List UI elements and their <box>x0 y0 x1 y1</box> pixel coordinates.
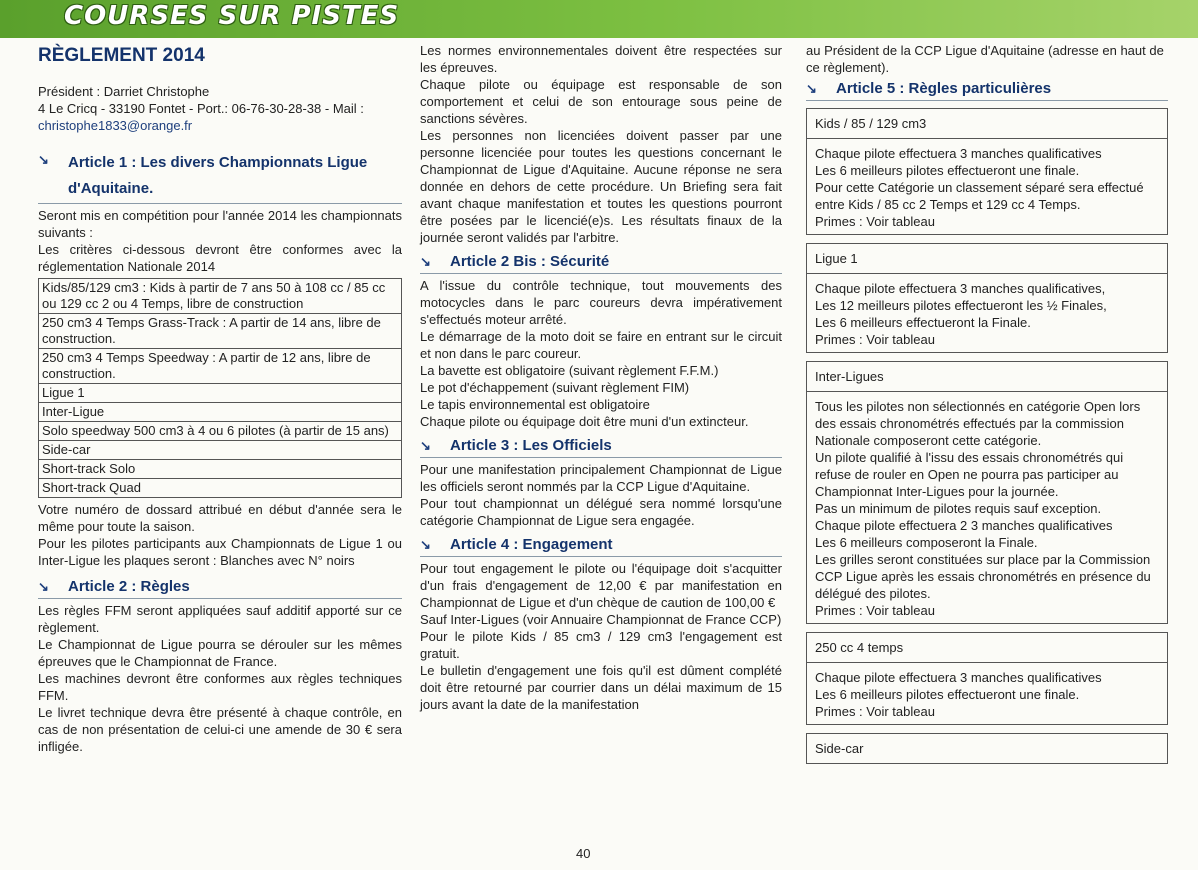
arrow-down-right-icon: ↘ <box>38 152 49 167</box>
article-2-para: Le Championnat de Ligue pourra se dérouler sur les mêmes épreuves que le Championnat de France. <box>38 637 402 669</box>
rules-box-title: Inter-Ligues <box>807 362 1167 392</box>
article-2-para: Le livret technique devra être présenté à chaque contrôle, en cas de non présentation de celui-ci une amende de 30 € sera infligée. <box>38 705 402 754</box>
article-2-para: Chaque pilote ou équipage est responsable de son comportement et celui de son entourage sous peine de sanctions sévères. <box>420 77 782 126</box>
rules-box-title: Kids / 85 / 129 cm3 <box>807 109 1167 139</box>
article-2-para: Les règles FFM seront appliquées sauf additif apporté sur ce règlement. <box>38 603 402 635</box>
table-row: Kids/85/129 cm3 : Kids à partir de 7 ans 50 à 108 cc / 85 cc ou 129 cc 2 ou 4 Temps, libre de construction <box>39 279 402 314</box>
rules-box-line: Les 6 meilleurs pilotes effectueront une finale. <box>815 163 1080 178</box>
rules-box-line: Les 6 meilleurs composeront la Finale. <box>815 535 1038 550</box>
banner-title: COURSES SUR PISTES <box>64 1 400 31</box>
table-row: 250 cm3 4 Temps Grass-Track : A partir de 14 ans, libre de construction. <box>39 314 402 349</box>
article-2bis-para: A l'issue du contrôle technique, tout mouvements des motocycles dans le parc coureurs devra impérativement s'effectués moteur arrêté. <box>420 278 782 327</box>
table-row: Side-car <box>39 441 402 460</box>
article-4-para: Pour tout engagement le pilote ou l'équipage doit s'acquitter d'un frais d'engagement de 12,00 € par manifestation en Championnat de Ligue et d'un chèque de caution de 100,00 € <box>420 561 782 610</box>
rules-box-line: Primes : Voir tableau <box>815 332 935 347</box>
rules-box-line: Chaque pilote effectuera 3 manches qualificatives <box>815 670 1102 685</box>
rules-box-line: Un pilote qualifié à l'issu des essais chronométrés qui refuse de rouler en Open ne pourra pas participer au Championnat Inter-Ligues pour la journée. <box>815 450 1124 499</box>
article-5-heading: ↘ Article 5 : Règles particulières <box>806 79 1168 101</box>
rules-box-line: Primes : Voir tableau <box>815 603 935 618</box>
rules-box-title: 250 cc 4 temps <box>807 633 1167 663</box>
article-4-para: Le bulletin d'engagement une fois qu'il est dûment complété doit être retourné par courrier dans un délai maximum de 15 jours avant la date de la manifestation <box>420 663 782 712</box>
rules-box-250cc <box>806 632 1168 725</box>
article-4-continued: au Président de la CCP Ligue d'Aquitaine (adresse en haut de ce règlement). <box>806 43 1164 75</box>
article-2bis-para: Chaque pilote ou équipage doit être muni d'un extincteur. <box>420 414 749 429</box>
arrow-down-right-icon: ↘ <box>806 81 817 96</box>
table-row: Ligue 1 <box>39 384 402 403</box>
column-right <box>806 38 1168 772</box>
article-2-para: Les normes environnementales doivent être respectées sur les épreuves. <box>420 43 782 75</box>
table-row: Inter-Ligue <box>39 403 402 422</box>
article-2-heading: ↘ Article 2 : Règles <box>38 577 402 599</box>
rules-box-line: Les 6 meilleurs effectueront la Finale. <box>815 315 1031 330</box>
rules-box-line: Les 6 meilleurs pilotes effectueront une finale. <box>815 687 1080 702</box>
arrow-down-right-icon: ↘ <box>420 254 431 269</box>
article-1-plates: Pour les pilotes participants aux Championnats de Ligue 1 ou Inter-Ligue les plaques seront : Blanches avec N° noirs <box>38 536 402 568</box>
rules-box-ligue1 <box>806 243 1168 353</box>
article-3-para: Pour tout championnat un délégué sera nommé lorsqu'une catégorie Championnat de Ligue sera engagée. <box>420 496 782 528</box>
rules-box-line: Pour cette Catégorie un classement séparé sera effectué entre Kids / 85 cc 2 Temps et 129 cc 4 Temps. <box>815 180 1144 212</box>
arrow-down-right-icon: ↘ <box>38 579 49 594</box>
column-middle <box>420 38 782 713</box>
rules-box-line: Chaque pilote effectuera 2 3 manches qualificatives <box>815 518 1113 533</box>
rules-box-line: Chaque pilote effectuera 3 manches qualificatives, <box>815 281 1106 296</box>
arrow-down-right-icon: ↘ <box>420 537 431 552</box>
article-2bis-para: Le pot d'échappement (suivant règlement FIM) <box>420 380 690 395</box>
rules-box-side-car <box>806 733 1168 764</box>
section-banner <box>0 0 1198 38</box>
article-2-para: Les personnes non licenciées doivent passer par une personne licenciée pour toutes les questions concernant le Championnat de Ligue d'Aquitaine. Aucune réponse ne sera donnée en dehors de cette procédure. Un Briefing sera fait avant chaque manifestation et toutes les questions pourront être posées par le licencié(e)s. Les résultats finaux de la journée seront validés par l'arbitre. <box>420 128 782 245</box>
rules-box-line: Tous les pilotes non sélectionnés en catégorie Open lors des essais chronométrés effectués par la commission Nationale composeront cette catégorie. <box>815 399 1141 448</box>
championship-categories-table <box>38 278 402 498</box>
contact-address: 4 Le Cricq - 33190 Fontet - Port.: 06-76-30-28-38 - Mail : <box>38 101 364 116</box>
table-row: Short-track Quad <box>39 479 402 498</box>
article-1-criteria: Les critères ci-dessous devront être conformes avec la réglementation Nationale 2014 <box>38 242 402 274</box>
article-2bis-para: Le tapis environnemental est obligatoire <box>420 397 650 412</box>
rules-box-title: Side-car <box>815 741 864 756</box>
page-title: RÈGLEMENT 2014 <box>38 45 205 66</box>
article-4-para: Sauf Inter-Ligues (voir Annuaire Championnat de France CCP) <box>420 612 782 627</box>
rules-box-line: Les 12 meilleurs pilotes effectueront les ½ Finales, <box>815 298 1107 313</box>
article-1-heading: ↘ Article 1 : Les divers Championnats Ligue d'Aquitaine. <box>38 150 402 204</box>
rules-box-line: Les grilles seront constituées sur place par la Commission CCP Ligue après les essais chronométrés en présence du délégué des pilotes. <box>815 552 1151 601</box>
article-3-heading: ↘ Article 3 : Les Officiels <box>420 436 782 458</box>
page-number: 40 <box>576 846 591 861</box>
rules-box-kids <box>806 108 1168 235</box>
rules-box-title: Ligue 1 <box>807 244 1167 274</box>
rules-box-inter-ligues <box>806 361 1168 624</box>
article-1-intro: Seront mis en compétition pour l'année 2014 les championnats suivants : <box>38 208 402 240</box>
article-2bis-para: Le démarrage de la moto doit se faire en entrant sur le circuit et non dans le parc coureur. <box>420 329 782 361</box>
rules-box-line: Primes : Voir tableau <box>815 704 935 719</box>
table-row: Solo speedway 500 cm3 à 4 ou 6 pilotes (à partir de 15 ans) <box>39 422 402 441</box>
rules-box-line: Primes : Voir tableau <box>815 214 935 229</box>
article-2bis-para: La bavette est obligatoire (suivant règlement F.F.M.) <box>420 363 719 378</box>
article-3-para: Pour une manifestation principalement Championnat de Ligue les officiels seront nommés par la CCP Ligue d'Aquitaine. <box>420 462 782 494</box>
contact-email[interactable]: christophe1833@orange.fr <box>38 118 193 133</box>
arrow-down-right-icon: ↘ <box>420 438 431 453</box>
article-4-heading: ↘ Article 4 : Engagement <box>420 535 782 557</box>
article-2-para: Les machines devront être conformes aux règles techniques FFM. <box>38 671 402 703</box>
contact-president: Président : Darriet Christophe <box>38 84 210 99</box>
column-left <box>38 38 402 755</box>
article-2bis-heading: ↘ Article 2 Bis : Sécurité <box>420 252 782 274</box>
article-4-para: Pour le pilote Kids / 85 cm3 / 129 cm3 l'engagement est gratuit. <box>420 629 782 661</box>
rules-box-line: Pas un minimum de pilotes requis sauf exception. <box>815 501 1102 516</box>
article-1-dossard: Votre numéro de dossard attribué en début d'année sera le même pour toute la saison. <box>38 502 402 534</box>
table-row: Short-track Solo <box>39 460 402 479</box>
table-row: 250 cm3 4 Temps Speedway : A partir de 12 ans, libre de construction. <box>39 349 402 384</box>
rules-box-line: Chaque pilote effectuera 3 manches qualificatives <box>815 146 1102 161</box>
contact-block <box>38 83 402 134</box>
